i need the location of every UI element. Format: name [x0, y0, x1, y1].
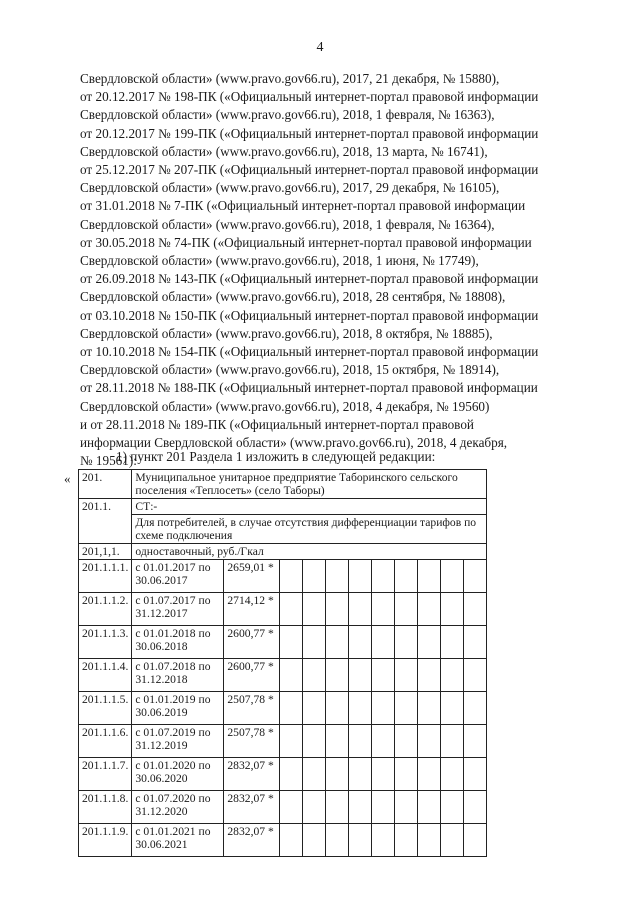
empty-cell — [464, 791, 487, 824]
paragraph-line: от 30.05.2018 № 74-ПК («Официальный интернет-портал правовой информации — [80, 234, 532, 250]
empty-cell — [303, 758, 326, 791]
row-number: 201.1.1.8. — [79, 791, 132, 824]
paragraph-line: Свердловской области» (www.pravo.gov66.ru), 2017, 21 декабря, № 15880), — [80, 71, 500, 86]
paragraph-line: информации Свердловской области» (www.pravo.gov66.ru), 2018, 4 декабря, — [80, 435, 508, 451]
empty-cell — [326, 593, 349, 626]
row-period: с 01.01.2017 по 30.06.2017 — [132, 560, 224, 593]
empty-cell — [464, 824, 487, 857]
paragraph-line: Свердловской области» (www.pravo.gov66.ru), 2018, 1 февраля, № 16363), — [80, 107, 495, 123]
empty-cell — [395, 659, 418, 692]
empty-cell — [464, 692, 487, 725]
empty-cell — [372, 725, 395, 758]
tariff-row — [79, 692, 487, 725]
empty-cell — [464, 593, 487, 626]
single-number: 201,1,1. — [79, 544, 132, 560]
empty-cell — [441, 725, 464, 758]
tariff-row — [79, 725, 487, 758]
row-period: с 01.07.2017 по 31.12.2017 — [132, 593, 224, 626]
empty-cell — [372, 824, 395, 857]
empty-cell — [464, 659, 487, 692]
paragraph-line: от 20.12.2017 № 199-ПК («Официальный интернет-портал правовой информации — [80, 125, 539, 141]
table-row — [79, 515, 487, 544]
empty-cell — [372, 593, 395, 626]
empty-cell — [464, 725, 487, 758]
row-period: с 01.01.2021 по 30.06.2021 — [132, 824, 224, 857]
empty-cell — [326, 659, 349, 692]
empty-cell — [303, 791, 326, 824]
body-paragraph — [80, 70, 613, 470]
row-period: с 01.01.2018 по 30.06.2018 — [132, 626, 224, 659]
tariff-table — [78, 469, 487, 857]
empty-cell — [441, 824, 464, 857]
org-name: Муниципальное унитарное предприятие Таборинского сельского поселения «Теплосеть» (село Таборы) — [132, 470, 487, 499]
empty-cell — [349, 824, 372, 857]
empty-cell — [395, 560, 418, 593]
empty-cell — [418, 824, 441, 857]
empty-cell — [441, 560, 464, 593]
empty-cell — [418, 791, 441, 824]
row-number: 201.1.1.6. — [79, 725, 132, 758]
empty-cell — [418, 692, 441, 725]
empty-cell — [395, 791, 418, 824]
row-value: 2714,12 * — [224, 593, 280, 626]
empty-cell — [395, 626, 418, 659]
empty-cell — [280, 626, 303, 659]
row-value: 2507,78 * — [224, 692, 280, 725]
row-value: 2600,77 * — [224, 659, 280, 692]
tariff-row — [79, 560, 487, 593]
empty-cell — [395, 725, 418, 758]
row-period: с 01.07.2018 по 31.12.2018 — [132, 659, 224, 692]
empty-cell — [326, 791, 349, 824]
empty-cell — [395, 758, 418, 791]
empty-cell — [326, 725, 349, 758]
paragraph-line: Свердловской области» (www.pravo.gov66.ru), 2018, 13 марта, № 16741), — [80, 143, 488, 159]
empty-cell — [280, 659, 303, 692]
empty-cell — [303, 824, 326, 857]
empty-cell — [372, 758, 395, 791]
empty-cell — [349, 791, 372, 824]
row-value: 2832,07 * — [224, 758, 280, 791]
empty-cell — [349, 725, 372, 758]
table-row — [79, 544, 487, 560]
empty-cell — [326, 626, 349, 659]
empty-cell — [326, 692, 349, 725]
empty-cell — [326, 560, 349, 593]
empty-cell — [441, 692, 464, 725]
st-number: 201.1. — [79, 499, 132, 544]
empty-cell — [280, 758, 303, 791]
empty-cell — [418, 758, 441, 791]
tariff-row — [79, 593, 487, 626]
paragraph-line: Свердловской области» (www.pravo.gov66.ru), 2018, 15 октября, № 18914), — [80, 362, 500, 378]
row-period: с 01.01.2020 по 30.06.2020 — [132, 758, 224, 791]
single-label: одноставочный, руб./Гкал — [132, 544, 487, 560]
empty-cell — [303, 692, 326, 725]
empty-cell — [441, 626, 464, 659]
row-number: 201.1.1.3. — [79, 626, 132, 659]
row-number: 201.1.1.2. — [79, 593, 132, 626]
row-period: с 01.07.2020 по 31.12.2020 — [132, 791, 224, 824]
empty-cell — [280, 593, 303, 626]
paragraph-line: от 28.11.2018 № 188-ПК («Официальный интернет-портал правовой информации — [80, 380, 538, 396]
empty-cell — [418, 560, 441, 593]
empty-cell — [349, 626, 372, 659]
empty-cell — [418, 593, 441, 626]
row-number: 201.1.1.7. — [79, 758, 132, 791]
empty-cell — [280, 824, 303, 857]
empty-cell — [349, 593, 372, 626]
paragraph-line: Свердловской области» (www.pravo.gov66.ru), 2018, 1 июня, № 17749), — [80, 253, 479, 269]
empty-cell — [418, 725, 441, 758]
paragraph-line: Свердловской области» (www.pravo.gov66.ru), 2018, 1 февраля, № 16364), — [80, 216, 495, 232]
paragraph-line: от 20.12.2017 № 198-ПК («Официальный интернет-портал правовой информации — [80, 89, 539, 105]
paragraph-line: от 31.01.2018 № 7-ПК («Официальный интернет-портал правовой информации — [80, 198, 526, 214]
empty-cell — [303, 725, 326, 758]
empty-cell — [303, 626, 326, 659]
subitem-text: 1) пункт 201 Раздела 1 изложить в следующей редакции: — [116, 449, 436, 464]
org-number: 201. — [79, 470, 132, 499]
empty-cell — [372, 560, 395, 593]
table-row — [79, 470, 487, 499]
row-number: 201.1.1.4. — [79, 659, 132, 692]
empty-cell — [280, 692, 303, 725]
empty-cell — [441, 593, 464, 626]
empty-cell — [280, 791, 303, 824]
row-number: 201.1.1.5. — [79, 692, 132, 725]
empty-cell — [418, 659, 441, 692]
empty-cell — [349, 758, 372, 791]
row-period: с 01.07.2019 по 31.12.2019 — [132, 725, 224, 758]
row-value: 2600,77 * — [224, 626, 280, 659]
empty-cell — [372, 692, 395, 725]
paragraph-line: Свердловской области» (www.pravo.gov66.ru), 2018, 28 сентября, № 18808), — [80, 289, 506, 305]
tariff-row — [79, 758, 487, 791]
empty-cell — [418, 626, 441, 659]
empty-cell — [303, 593, 326, 626]
empty-cell — [395, 824, 418, 857]
paragraph-line: Свердловской области» (www.pravo.gov66.ru), 2017, 29 декабря, № 16105), — [80, 180, 500, 196]
row-value: 2659,01 * — [224, 560, 280, 593]
tariff-row — [79, 626, 487, 659]
st-label: СТ:- — [132, 499, 487, 515]
paragraph-line: и от 28.11.2018 № 189-ПК («Официальный интернет-портал правовой — [80, 416, 474, 432]
paragraph-line: Свердловской области» (www.pravo.gov66.ru), 2018, 8 октября, № 18885), — [80, 325, 493, 341]
tariff-row — [79, 791, 487, 824]
empty-cell — [395, 593, 418, 626]
empty-cell — [349, 692, 372, 725]
empty-cell — [395, 692, 418, 725]
row-number: 201.1.1.9. — [79, 824, 132, 857]
empty-cell — [280, 725, 303, 758]
empty-cell — [349, 560, 372, 593]
paragraph-line: от 25.12.2017 № 207-ПК («Официальный интернет-портал правовой информации — [80, 162, 539, 178]
empty-cell — [441, 659, 464, 692]
empty-cell — [441, 791, 464, 824]
opening-quote: « — [64, 471, 71, 486]
empty-cell — [372, 626, 395, 659]
table-row — [79, 499, 487, 515]
empty-cell — [280, 560, 303, 593]
empty-cell — [372, 791, 395, 824]
row-period: с 01.01.2019 по 30.06.2019 — [132, 692, 224, 725]
paragraph-line: от 03.10.2018 № 150-ПК («Официальный интернет-портал правовой информации — [80, 307, 539, 323]
paragraph-line: Свердловской области» (www.pravo.gov66.ru), 2018, 4 декабря, № 19560) — [80, 398, 490, 414]
empty-cell — [349, 659, 372, 692]
empty-cell — [326, 758, 349, 791]
empty-cell — [464, 758, 487, 791]
empty-cell — [303, 659, 326, 692]
page-number: 4 — [316, 40, 324, 55]
consumers-note: Для потребителей, в случае отсутствия дифференциации тарифов по схеме подключения — [132, 515, 487, 544]
paragraph-line: № 19561): — [80, 453, 137, 469]
tariff-row — [79, 824, 487, 857]
tariff-row — [79, 659, 487, 692]
empty-cell — [464, 560, 487, 593]
row-value: 2832,07 * — [224, 824, 280, 857]
empty-cell — [372, 659, 395, 692]
empty-cell — [464, 626, 487, 659]
paragraph-line: от 26.09.2018 № 143-ПК («Официальный интернет-портал правовой информации — [80, 271, 539, 287]
row-number: 201.1.1.1. — [79, 560, 132, 593]
paragraph-line: от 10.10.2018 № 154-ПК («Официальный интернет-портал правовой информации — [80, 344, 539, 360]
row-value: 2507,78 * — [224, 725, 280, 758]
empty-cell — [441, 758, 464, 791]
row-value: 2832,07 * — [224, 791, 280, 824]
empty-cell — [326, 824, 349, 857]
empty-cell — [303, 560, 326, 593]
